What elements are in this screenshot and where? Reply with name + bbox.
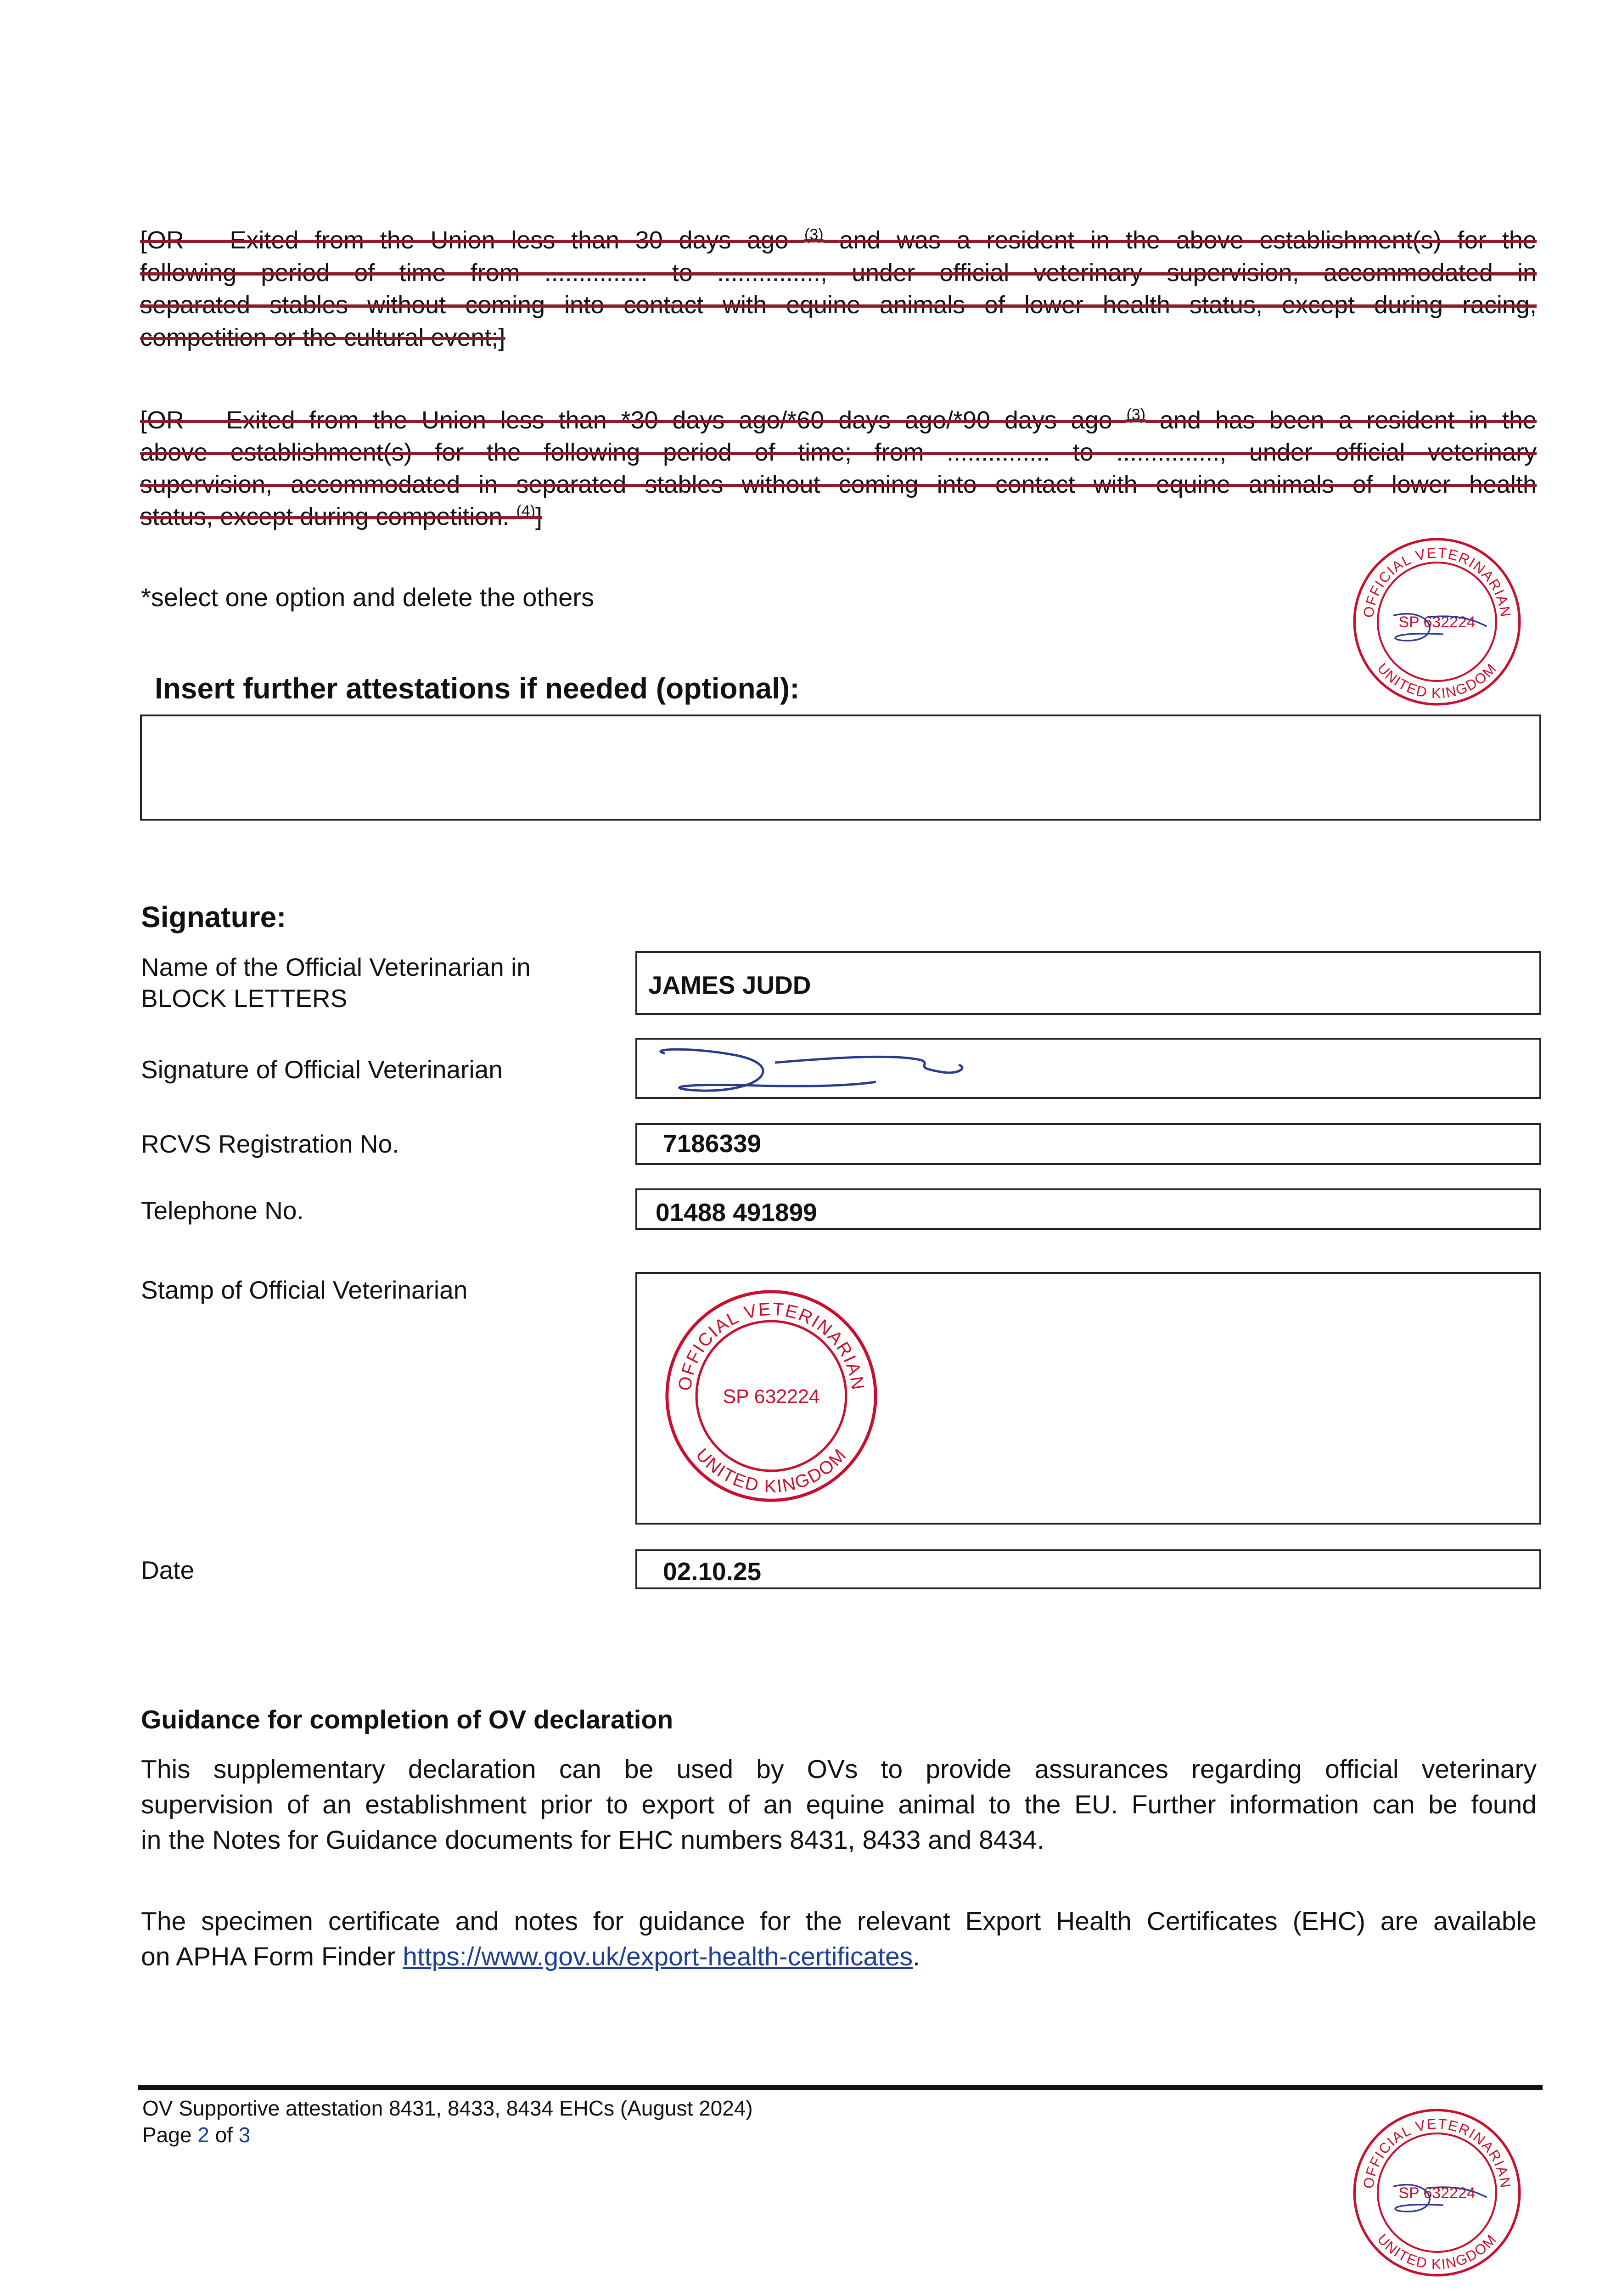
official-veterinarian-stamp (1350, 535, 1524, 709)
stamp-graphic (1350, 2105, 1524, 2280)
text: status, except during competition. (140, 503, 510, 530)
name-label (141, 951, 531, 1014)
telephone-value: 01488 491899 (656, 1198, 817, 1227)
struck-line (140, 404, 1537, 436)
struck-line: competition or the cultural event;] (140, 324, 505, 351)
footnote-ref: (3) (804, 226, 824, 243)
telephone-field[interactable] (635, 1188, 1541, 1230)
guidance-heading: Guidance for completion of OV declaration (141, 1705, 673, 1734)
stamp-graphic (1350, 535, 1524, 709)
name-value: JAMES JUDD (648, 971, 811, 999)
footer-title: OV Supportive attestation 8431, 8433, 8434 EHCs (August 2024) (142, 2096, 753, 2120)
struck-line (140, 501, 1537, 533)
page-current: 2 (197, 2123, 209, 2147)
rcvs-label: RCVS Registration No. (141, 1130, 399, 1158)
footnote-ref: (4) (516, 502, 536, 520)
text: and was a resident in the above establishment(s) for the (839, 226, 1537, 254)
text: and has been a resident in the (1159, 406, 1537, 434)
date-label: Date (141, 1556, 195, 1584)
footer-rule (138, 2085, 1543, 2090)
struck-line: supervision, accommodated in separated stables without coming into contact with equine animals of lower health (140, 471, 1537, 498)
guidance-line: This supplementary declaration can be used by OVs to provide assurances regarding official veterinary (141, 1755, 1537, 1784)
handwritten-signature (637, 1040, 1543, 1101)
svg-text:OFFICIAL VETERINARIAN: OFFICIAL VETERINARIAN (1360, 545, 1514, 619)
stamp-graphic (661, 1286, 881, 1506)
guidance-line: supervision of an establishment prior to export of an equine animal to the EU. Further information can be found (141, 1790, 1537, 1819)
page-total: 3 (238, 2123, 251, 2147)
date-field[interactable] (635, 1549, 1541, 1589)
name-field[interactable] (635, 951, 1541, 1015)
struck-line (140, 224, 1537, 256)
svg-text:UNITED KINGDOM: UNITED KINGDOM (1374, 660, 1500, 702)
specimen-line: The specimen certificate and notes for guidance for the relevant Export Health Certificates (EHC) are available (141, 1907, 1537, 1936)
text: Page (142, 2123, 198, 2147)
rcvs-value: 7186339 (663, 1129, 762, 1158)
rcvs-field[interactable] (635, 1123, 1541, 1165)
svg-text:UNITED KINGDOM: UNITED KINGDOM (692, 1444, 851, 1497)
select-note: *select one option and delete the others (141, 583, 594, 612)
text: BLOCK LETTERS (141, 984, 348, 1013)
struck-line: above establishment(s) for the following period of time; from ............... to ..............., under official veterinary (140, 439, 1537, 466)
signature-label: Signature of Official Veterinarian (141, 1055, 503, 1084)
signature-heading: Signature: (141, 900, 286, 934)
footnote-ref: (3) (1126, 406, 1146, 423)
struck-line: following period of time from ............... to ..............., under official veterinary supervision, accommodated in (140, 259, 1537, 287)
official-veterinarian-stamp (661, 1286, 881, 1506)
svg-text:OFFICIAL VETERINARIAN: OFFICIAL VETERINARIAN (674, 1299, 868, 1392)
text: [OR – Exited from the Union less than 30 days ago (140, 226, 789, 254)
text: of (209, 2123, 239, 2147)
svg-text:SP 632224: SP 632224 (1398, 613, 1476, 631)
text: [OR – Exited from the Union less than *30 days ago/*60 days ago/*90 days ago (140, 406, 1112, 434)
further-attestations-box[interactable] (140, 715, 1541, 821)
text: ] (535, 503, 543, 530)
svg-text:SP 632224: SP 632224 (723, 1385, 820, 1408)
further-attestations-heading: Insert further attestations if needed (optional): (155, 672, 800, 705)
ehc-link[interactable]: https://www.gov.uk/export-health-certificates (403, 1942, 913, 1971)
official-veterinarian-stamp (1350, 2105, 1524, 2280)
stamp-label: Stamp of Official Veterinarian (141, 1276, 468, 1304)
text: Name of the Official Veterinarian in (141, 953, 531, 981)
text: . (913, 1942, 920, 1971)
specimen-line (141, 1939, 1537, 1975)
struck-line: separated stables without coming into contact with equine animals of lower health status, except during racing, (140, 291, 1537, 319)
svg-text:SP 632224: SP 632224 (1398, 2184, 1476, 2202)
date-value: 02.10.25 (663, 1557, 762, 1586)
signature-field[interactable] (635, 1038, 1541, 1099)
svg-text:UNITED KINGDOM: UNITED KINGDOM (1374, 2231, 1500, 2273)
guidance-line: in the Notes for Guidance documents for EHC numbers 8431, 8433 and 8434. (141, 1825, 1044, 1855)
telephone-label: Telephone No. (141, 1196, 304, 1225)
text: on APHA Form Finder (141, 1942, 403, 1971)
page-number (142, 2122, 250, 2148)
svg-text:OFFICIAL VETERINARIAN: OFFICIAL VETERINARIAN (1360, 2116, 1514, 2190)
